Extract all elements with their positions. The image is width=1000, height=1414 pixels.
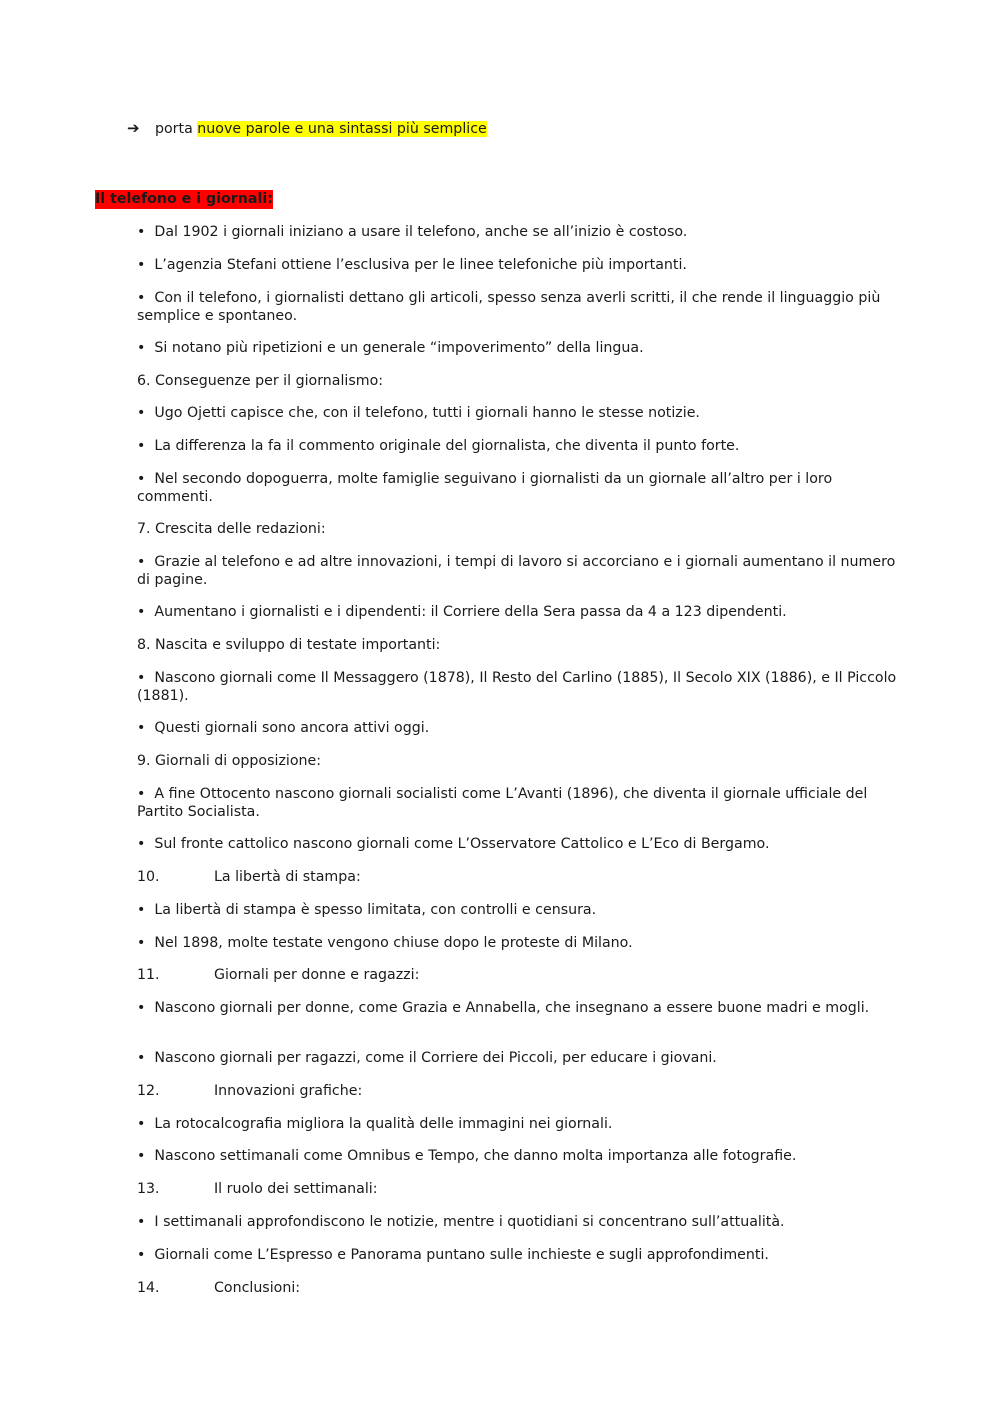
arrow-line-prefix: porta: [155, 121, 193, 137]
bullet-text: Nascono giornali come Il Messaggero (1878), Il Resto del Carlino (1885), Il Secolo XIX (1886), e Il Piccolo (1881).: [137, 670, 897, 704]
bullet-item: [137, 902, 907, 920]
highlighted-phrase: nuove parole e una sintassi più semplice: [197, 121, 487, 137]
bullet-item: [137, 471, 907, 506]
bullet-marker: •: [137, 604, 146, 620]
bullet-text: Nascono giornali per donne, come Grazia e Annabella, che insegnano a essere buone madri e mogli.: [154, 1000, 870, 1016]
numbered-heading-text: Innovazioni grafiche:: [214, 1083, 363, 1099]
bullet-text: Nel 1898, molte testate vengono chiuse dopo le proteste di Milano.: [154, 935, 633, 951]
bullet-text: Nascono settimanali come Omnibus e Tempo, che danno molta importanza alle fotografie.: [154, 1148, 797, 1164]
bullet-marker: •: [137, 405, 146, 421]
bullet-item: [137, 554, 907, 589]
numbered-heading: [137, 1083, 907, 1101]
numbered-heading: [137, 967, 907, 985]
bullet-item: [137, 1148, 907, 1166]
bullet-text: Sul fronte cattolico nascono giornali come L’Osservatore Cattolico e L’Eco di Bergamo.: [154, 836, 770, 852]
bullet-marker: •: [137, 670, 146, 686]
bullet-item: [137, 257, 907, 275]
bullet-text: Nel secondo dopoguerra, molte famiglie seguivano i giornalisti da un giornale all’altro per i loro commenti.: [137, 471, 833, 505]
bullet-text: La libertà di stampa è spesso limitata, con controlli e censura.: [154, 902, 597, 918]
item-number: 10.: [137, 869, 160, 885]
item-number: 11.: [137, 967, 160, 983]
numbered-heading: [137, 869, 907, 887]
numbered-heading-text: Il ruolo dei settimanali:: [214, 1181, 378, 1197]
bullet-marker: •: [137, 554, 146, 570]
bullet-marker: •: [137, 1214, 146, 1230]
bullet-marker: •: [137, 902, 146, 918]
bullet-marker: •: [137, 1050, 146, 1066]
item-number: 13.: [137, 1181, 160, 1197]
numbered-heading: [137, 373, 907, 391]
numbered-heading-text: Giornali di opposizione:: [155, 753, 322, 769]
numbered-heading: [137, 753, 907, 771]
bullet-text: Nascono giornali per ragazzi, come il Corriere dei Piccoli, per educare i giovani.: [154, 1050, 717, 1066]
bullet-marker: •: [137, 1000, 146, 1016]
item-number: 7.: [137, 521, 151, 537]
bullet-text: Ugo Ojetti capisce che, con il telefono, tutti i giornali hanno le stesse notizie.: [154, 405, 700, 421]
bullet-marker: •: [137, 1148, 146, 1164]
bullet-marker: •: [137, 1116, 146, 1132]
numbered-heading-text: Nascita e sviluppo di testate importanti:: [155, 637, 441, 653]
bullet-text: I settimanali approfondiscono le notizie, mentre i quotidiani si concentrano sull’attualità.: [154, 1214, 785, 1230]
bullet-item: [137, 1000, 907, 1018]
numbered-heading-text: Giornali per donne e ragazzi:: [214, 967, 420, 983]
numbered-heading: [137, 521, 907, 539]
numbered-heading: [137, 1280, 907, 1298]
bullet-item: [137, 1116, 907, 1134]
bullet-text: Si notano più ripetizioni e un generale “impoverimento” della lingua.: [154, 340, 644, 356]
bullet-item: [137, 935, 907, 953]
item-number: 6.: [137, 373, 151, 389]
numbered-heading-text: Crescita delle redazioni:: [155, 521, 326, 537]
bullet-marker: •: [137, 471, 146, 487]
numbered-heading: [137, 637, 907, 655]
section-heading: Il telefono e i giornali:: [95, 191, 273, 207]
bullet-marker: •: [137, 257, 146, 273]
bullet-item: [137, 604, 907, 622]
bullet-item: [137, 670, 907, 705]
bullet-text: Grazie al telefono e ad altre innovazioni, i tempi di lavoro si accorciano e i giornali aumentano il numero di pagine.: [137, 554, 896, 588]
numbered-heading-text: La libertà di stampa:: [214, 869, 361, 885]
bullet-marker: •: [137, 1247, 146, 1263]
bullet-item: [137, 405, 907, 423]
bullet-marker: •: [137, 438, 146, 454]
numbered-heading-text: Conclusioni:: [214, 1280, 301, 1296]
bullet-item: [137, 720, 907, 738]
bullet-marker: •: [137, 224, 146, 240]
bullet-text: Giornali come L’Espresso e Panorama puntano sulle inchieste e sugli approfondimenti.: [154, 1247, 769, 1263]
bullet-text: La differenza la fa il commento originale del giornalista, che diventa il punto forte.: [154, 438, 740, 454]
bullet-item: [137, 1050, 907, 1068]
item-number: 9.: [137, 753, 151, 769]
bullet-item: [137, 786, 907, 821]
numbered-heading: [137, 1181, 907, 1199]
bullet-text: Questi giornali sono ancora attivi oggi.: [154, 720, 430, 736]
bullet-item: [137, 1247, 907, 1265]
bullet-text: L’agenzia Stefani ottiene l’esclusiva per le linee telefoniche più importanti.: [154, 257, 687, 273]
item-number: 14.: [137, 1280, 160, 1296]
bullet-marker: •: [137, 786, 146, 802]
bullet-marker: •: [137, 290, 146, 306]
bullet-text: A fine Ottocento nascono giornali socialisti come L’Avanti (1896), che diventa il giornale ufficiale del Partito Socialista.: [137, 786, 868, 820]
bullet-marker: •: [137, 720, 146, 736]
bullet-item: [137, 1214, 907, 1232]
bullet-text: Dal 1902 i giornali iniziano a usare il telefono, anche se all’inizio è costoso.: [154, 224, 688, 240]
bullet-item: [137, 290, 907, 325]
bullet-text: La rotocalcografia migliora la qualità delle immagini nei giornali.: [154, 1116, 613, 1132]
numbered-heading-text: Conseguenze per il giornalismo:: [155, 373, 384, 389]
item-number: 12.: [137, 1083, 160, 1099]
bullet-item: [137, 438, 907, 456]
bullet-text: Aumentano i giornalisti e i dipendenti: il Corriere della Sera passa da 4 a 123 dipendenti.: [154, 604, 787, 620]
arrow-bullet-line: [127, 118, 487, 139]
right-arrow-icon: ➔: [127, 119, 140, 137]
bullet-item: [137, 340, 907, 358]
bullet-marker: •: [137, 935, 146, 951]
bullet-text: Con il telefono, i giornalisti dettano gli articoli, spesso senza averli scritti, il che rende il linguaggio più semplice e spontaneo.: [137, 290, 881, 324]
bullet-item: [137, 224, 907, 242]
item-number: 8.: [137, 637, 151, 653]
bullet-item: [137, 836, 907, 854]
bullet-marker: •: [137, 340, 146, 356]
bullet-marker: •: [137, 836, 146, 852]
